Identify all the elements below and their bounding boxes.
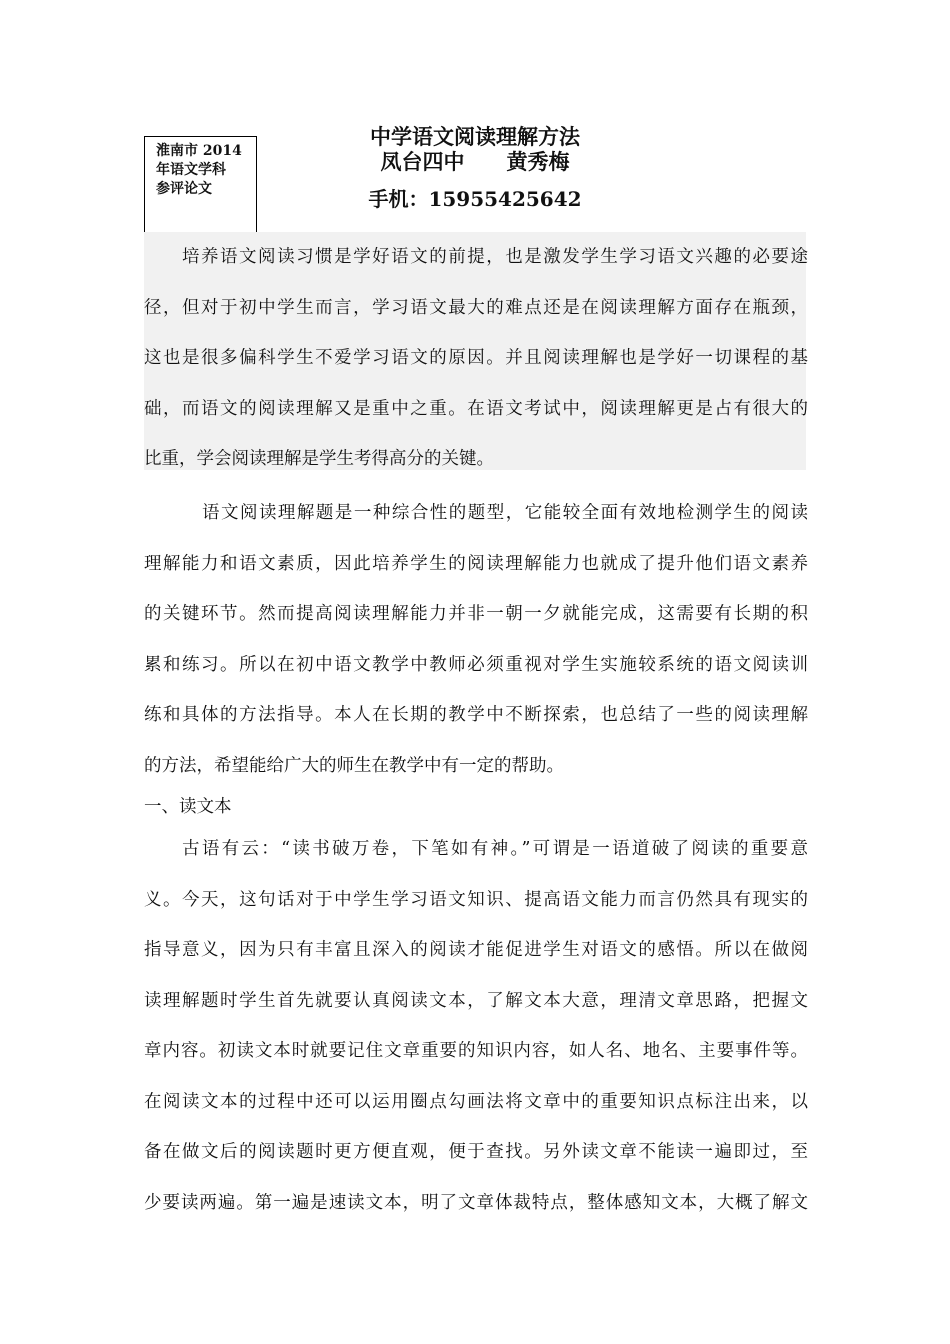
text-line: 理解能力和语文素质，因此培养学生的阅读理解能力也就成了提升他们语文素养	[144, 553, 808, 574]
text-line: 这也是很多偏科学生不爱学习语文的原因。并且阅读理解也是学好一切课程的基	[144, 348, 808, 368]
stamp-line: 参评论文	[156, 181, 212, 197]
text-line: 古语有云：“读书破万卷，下笔如有神。”可谓是一语道破了阅读的重要意	[182, 839, 808, 859]
text-line: 比重，学会阅读理解是学生考得高分的关键。	[144, 449, 494, 469]
author-line	[0, 148, 950, 176]
text-line: 语文阅读理解题是一种综合性的题型，它能较全面有效地检测学生的阅读	[202, 503, 808, 523]
text-line: 的关键环节。然而提高阅读理解能力并非一朝一夕就能完成，这需要有长期的积	[144, 604, 808, 624]
text-line: 章内容。初读文本时就要记住文章重要的知识内容，如人名、地名、主要事件等。	[144, 1041, 808, 1061]
text-line: 础，而语文的阅读理解又是重中之重。在语文考试中，阅读理解更是占有很大的	[144, 398, 808, 419]
text-line: 的方法，希望能给广大的师生在教学中有一定的帮助。	[144, 755, 564, 776]
document-title: 中学语文阅读理解方法	[370, 124, 580, 149]
text-line: 培养语文阅读习惯是学好语文的前提，也是激发学生学习语文兴趣的必要途	[182, 247, 808, 267]
text-line: 累和练习。所以在初中语文教学中教师必须重视对学生实施较系统的语文阅读训	[144, 654, 808, 675]
body-paragraph	[144, 824, 808, 1228]
school-name: 凤台四中	[380, 149, 465, 174]
text-line: 练和具体的方法指导。本人在长期的教学中不断探索，也总结了一些的阅读理解	[144, 705, 808, 725]
author-name: 黄秀梅	[506, 149, 570, 174]
text-line: 少要读两遍。第一遍是速读文本，明了文章体裁特点，整体感知文本，大概了解文	[144, 1192, 808, 1213]
section-heading: 一、读文本	[144, 797, 232, 817]
stamp-line: 淮南市 2014	[156, 143, 242, 159]
phone-number: 手机：15955425642	[368, 187, 582, 211]
body-paragraph	[144, 488, 808, 791]
stamp-line: 年语文学科	[156, 162, 226, 178]
text-line: 备在做文后的阅读题时更方便直观，便于查找。另外读文章不能读一遍即过，至	[144, 1142, 808, 1162]
text-line: 义。今天，这句话对于中学生学习语文知识、提高语文能力而言仍然具有现实的	[144, 889, 808, 910]
text-line: 径，但对于初中学生而言，学习语文最大的难点还是在阅读理解方面存在瓶颈，	[144, 297, 808, 318]
text-line: 指导意义，因为只有丰富且深入的阅读才能促进学生对语文的感悟。所以在做阅	[144, 940, 808, 960]
intro-paragraph	[144, 232, 808, 485]
text-line: 读理解题时学生首先就要认真阅读文本，了解文本大意，理清文章思路，把握文	[144, 990, 808, 1011]
text-line: 在阅读文本的过程中还可以运用圈点勾画法将文章中的重要知识点标注出来，以	[144, 1091, 808, 1112]
